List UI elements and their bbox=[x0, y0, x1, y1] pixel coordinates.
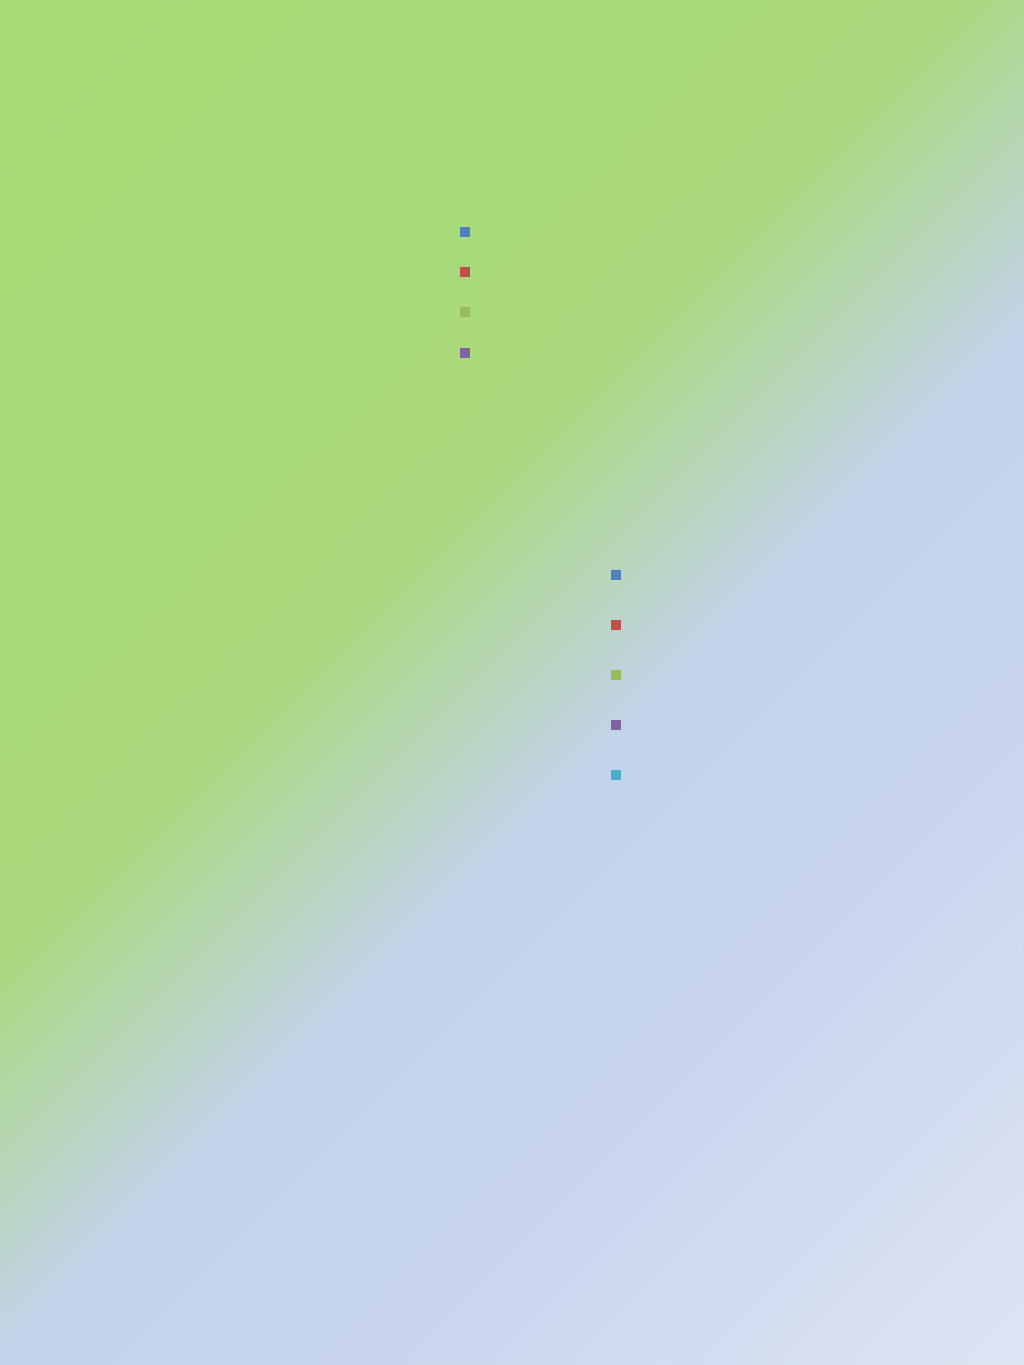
pie1-legend-swatch bbox=[460, 307, 470, 317]
pie2-legend bbox=[611, 562, 1024, 792]
bar-chart bbox=[0, 930, 1024, 1200]
pie1-legend bbox=[460, 219, 880, 379]
pie2-legend-swatch bbox=[611, 720, 621, 730]
pie1-legend-swatch bbox=[460, 267, 470, 277]
pie2-legend-swatch bbox=[611, 770, 621, 780]
pie1-legend-swatch bbox=[460, 348, 470, 358]
pie2-legend-swatch bbox=[611, 570, 621, 580]
pie2-legend-swatch bbox=[611, 670, 621, 680]
pie1-legend-swatch bbox=[460, 227, 470, 237]
pie2-legend-swatch bbox=[611, 620, 621, 630]
